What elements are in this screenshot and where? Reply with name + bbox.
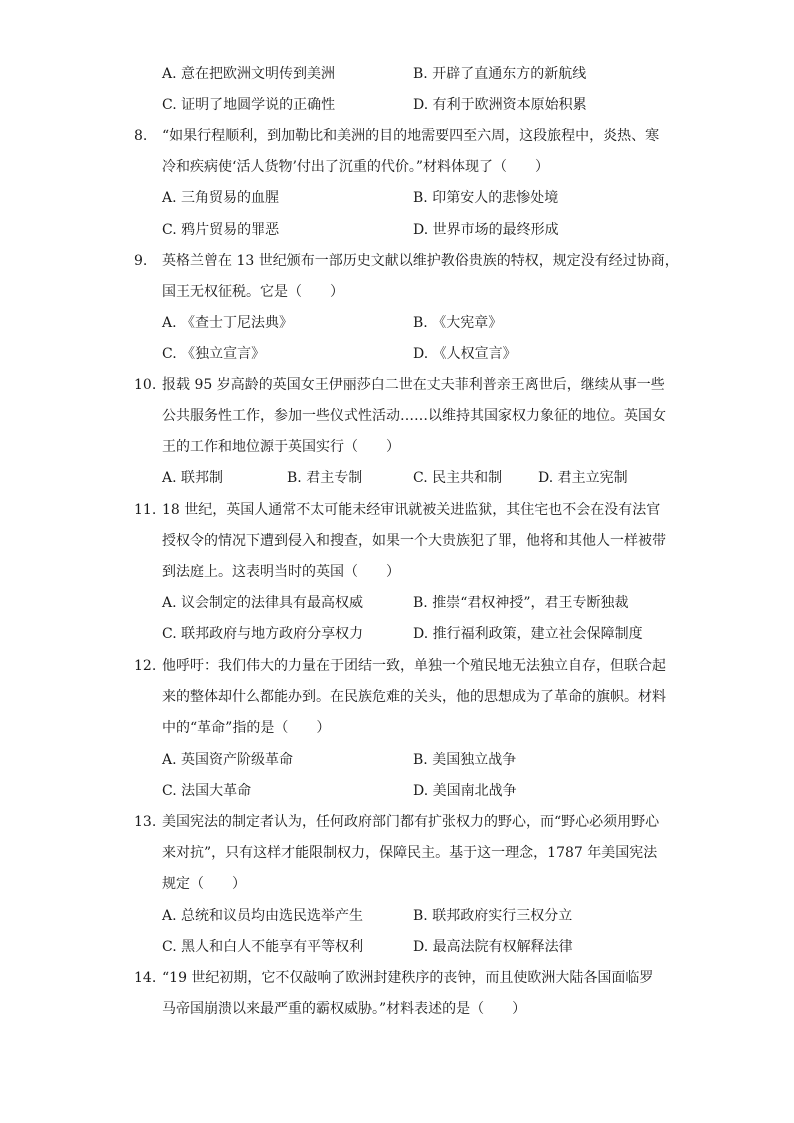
option-a[interactable]: A. 议会制定的法律具有最高权威	[162, 595, 364, 611]
option-c[interactable]: C. 黑人和白人不能享有平等权利	[162, 939, 364, 955]
option-b[interactable]: B. 联邦政府实行三权分立	[413, 908, 573, 924]
option-d[interactable]: D. 美国南北战争	[413, 783, 517, 799]
option-c[interactable]: C. 民主共和制	[413, 470, 503, 486]
option-b[interactable]: B. 《大宪章》	[413, 315, 503, 331]
question-text: 来对抗”，只有这样才能限制权力，保障民主。基于这一理念，1787 年美国宪法	[162, 845, 658, 861]
option-b[interactable]: B. 开辟了直通东方的新航线	[413, 66, 587, 82]
question-text: 英格兰曾在 13 世纪颁布一部历史文献以维护教俗贵族的特权，规定没有经过协商，	[162, 253, 679, 269]
question-number: 12.	[134, 658, 157, 674]
option-c[interactable]: C. 《独立宣言》	[162, 346, 266, 362]
question-number: 11.	[134, 502, 157, 518]
question-text: 报载 95 岁高龄的英国女王伊丽莎白二世在丈夫菲利普亲王离世后，继续从事一些	[162, 377, 665, 393]
question-text: 马帝国崩溃以来最严重的霸权威胁。”材料表述的是（ ）	[162, 1001, 527, 1017]
question-text: 美国宪法的制定者认为，任何政府部门都有扩张权力的野心，而“野心必须用野心	[162, 814, 660, 830]
option-d[interactable]: D. 推行福利政策，建立社会保障制度	[413, 626, 643, 642]
question-number: 8.	[134, 128, 148, 144]
option-b[interactable]: B. 印第安人的悲惨处境	[413, 190, 559, 206]
option-d[interactable]: D. 君主立宪制	[538, 470, 628, 486]
option-a[interactable]: A. 意在把欧洲文明传到美洲	[162, 66, 336, 82]
option-b[interactable]: B. 美国独立战争	[413, 752, 517, 768]
question-number: 9.	[134, 253, 148, 269]
option-d[interactable]: D. 最高法院有权解释法律	[413, 939, 573, 955]
question-text: 到法庭上。这表明当时的英国（ ）	[162, 564, 400, 580]
option-a[interactable]: A. 总统和议员均由选民选举产生	[162, 908, 364, 924]
question-text: 冷和疾病使‘活人货物’付出了沉重的代价。”材料体现了（ ）	[162, 159, 550, 175]
question-text: 规定（ ）	[162, 876, 246, 892]
option-c[interactable]: C. 法国大革命	[162, 783, 252, 799]
question-number: 10.	[134, 377, 157, 393]
question-text: 授权令的情况下遭到侵入和搜查，如果一个大贵族犯了罪，他将和其他人一样被带	[162, 533, 666, 549]
option-b[interactable]: B. 君主专制	[287, 470, 363, 486]
option-c[interactable]: C. 鸦片贸易的罪恶	[162, 222, 280, 238]
question-number: 14.	[134, 970, 157, 986]
question-text: 王的工作和地位源于英国实行（ ）	[162, 439, 400, 455]
option-a[interactable]: A. 三角贸易的血腥	[162, 190, 280, 206]
option-d[interactable]: D. 《人权宣言》	[413, 346, 517, 362]
question-number: 13.	[134, 814, 157, 830]
question-text: 国王无权征税。它是（ ）	[162, 284, 344, 300]
option-d[interactable]: D. 有利于欧洲资本原始积累	[413, 97, 587, 113]
question-text: 他呼吁：我们伟大的力量在于团结一致，单独一个殖民地无法独立自存，但联合起	[162, 658, 666, 674]
question-text: “如果行程顺利，到加勒比和美洲的目的地需要四至六周，这段旅程中，炎热、寒	[162, 128, 660, 144]
question-text: 公共服务性工作，参加一些仪式性活动……以维持其国家权力象征的地位。英国女	[162, 408, 666, 424]
option-a[interactable]: A. 英国资产阶级革命	[162, 752, 294, 768]
option-a[interactable]: A. 《查士丁尼法典》	[162, 315, 294, 331]
question-text: “19 世纪初期，它不仅敲响了欧洲封建秩序的丧钟，而且使欧洲大陆各国面临罗	[162, 970, 654, 986]
question-text: 中的“革命”指的是（ ）	[162, 720, 331, 736]
option-b[interactable]: B. 推崇“君权神授”，君王专断独裁	[413, 595, 629, 611]
option-a[interactable]: A. 联邦制	[162, 470, 224, 486]
option-d[interactable]: D. 世界市场的最终形成	[413, 222, 559, 238]
option-c[interactable]: C. 证明了地圆学说的正确性	[162, 97, 336, 113]
question-text: 18 世纪，英国人通常不太可能未经审讯就被关进监狱，其住宅也不会在没有法官	[162, 502, 661, 518]
option-c[interactable]: C. 联邦政府与地方政府分享权力	[162, 626, 364, 642]
question-text: 来的整体却什么都能办到。在民族危难的关头，他的思想成为了革命的旗帜。材料	[162, 689, 666, 705]
